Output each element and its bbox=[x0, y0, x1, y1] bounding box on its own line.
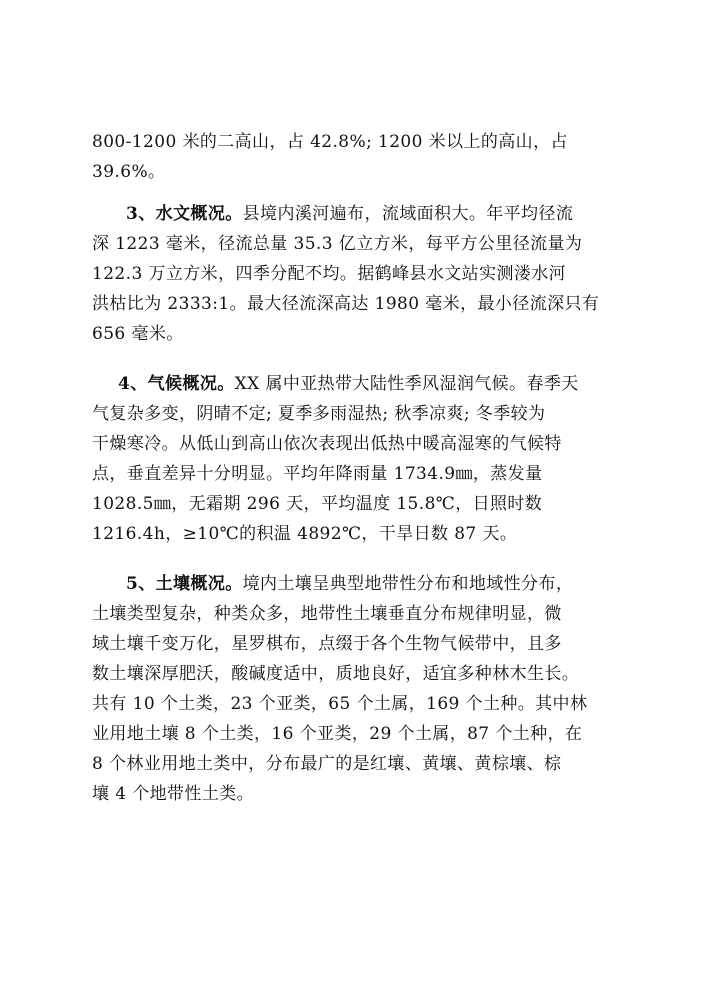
text-line: 800-1200 米的二高山，占 42.8%; 1200 米以上的高山，占 bbox=[92, 132, 568, 152]
paragraph-hydrology bbox=[92, 199, 632, 349]
text-line: 数土壤深厚肥沃，酸碱度适中，质地良好，适宜多种林木生长。 bbox=[92, 664, 580, 684]
text-line: 土壤类型复杂，种类众多，地带性土壤垂直分布规律明显，微 bbox=[92, 604, 562, 624]
section-heading-soil: 5、土壤概况。 bbox=[126, 574, 243, 594]
text-line bbox=[92, 369, 632, 399]
paragraph-altitude bbox=[92, 127, 632, 187]
text-line: 深 1223 毫米，径流总量 35.3 亿立方米，每平方公里径流量为 bbox=[92, 234, 583, 254]
text-line: 干燥寒冷。从低山到高山依次表现出低热中暖高湿寒的气候特 bbox=[92, 434, 562, 454]
text-line: 壤 4 个地带性土类。 bbox=[92, 784, 255, 804]
paragraph-climate bbox=[92, 369, 632, 549]
text-run: 县境内溪河遍布，流域面积大。年平均径流 bbox=[242, 204, 574, 224]
text-line: 39.6%。 bbox=[92, 162, 166, 182]
section-heading-hydrology: 3、水文概况。 bbox=[126, 204, 243, 224]
text-run: XX 属中亚热带大陆性季风湿润气候。春季天 bbox=[234, 374, 579, 394]
text-line: 1028.5㎜，无霜期 296 天，平均温度 15.8℃，日照时数 bbox=[92, 494, 543, 514]
text-line: 8 个林业用地土类中，分布最广的是红壤、黄壤、黄棕壤、棕 bbox=[92, 754, 562, 774]
text-run: 境内土壤呈典型地带性分布和地域性分布， bbox=[242, 574, 574, 594]
text-line: 122.3 万立方米，四季分配不均。据鹤峰县水文站实测溇水河 bbox=[92, 264, 567, 284]
text-line bbox=[92, 199, 632, 229]
section-heading-climate: 4、气候概况。 bbox=[118, 374, 235, 394]
text-line: 业用地土壤 8 个土类，16 个亚类，29 个土属，87 个土种，在 bbox=[92, 724, 583, 744]
text-line: 共有 10 个土类，23 个亚类，65 个土属，169 个土种。其中林 bbox=[92, 694, 588, 714]
text-line: 洪枯比为 2333:1。最大径流深高达 1980 毫米，最小径流深只有 bbox=[92, 294, 600, 314]
text-line: 域土壤千变万化，星罗棋布，点缀于各个生物气候带中，且多 bbox=[92, 634, 562, 654]
text-line: 1216.4h，≥10℃的积温 4892℃，干旱日数 87 天。 bbox=[92, 524, 518, 544]
text-line: 点，垂直差异十分明显。平均年降雨量 1734.9㎜，蒸发量 bbox=[92, 464, 543, 484]
text-line: 656 毫米。 bbox=[92, 324, 184, 344]
text-line bbox=[92, 569, 632, 599]
paragraph-soil bbox=[92, 569, 632, 809]
text-line: 气复杂多变，阴晴不定; 夏季多雨湿热; 秋季凉爽; 冬季较为 bbox=[92, 404, 546, 424]
